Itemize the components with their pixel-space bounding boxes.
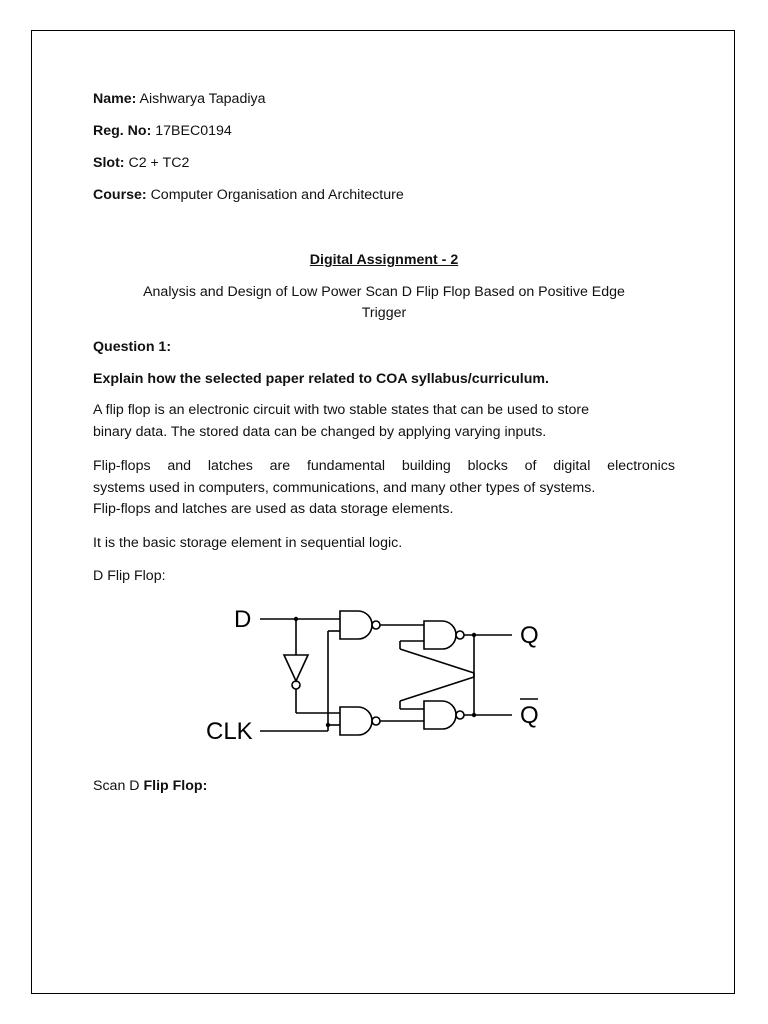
assignment-title: Digital Assignment - 2 <box>309 252 459 268</box>
scan-dff-label <box>93 776 207 796</box>
reg-label: Reg. No: <box>93 123 152 139</box>
inverter-gate <box>284 655 308 681</box>
nand-gate-1 <box>340 611 372 639</box>
scan-dff-label-suffix: Flip Flop: <box>143 778 208 794</box>
course-value: Computer Organisation and Architecture <box>150 187 404 203</box>
junction-dot-qbar <box>472 713 476 717</box>
course-field <box>93 185 404 205</box>
assignment-subtitle-line2: Trigger <box>361 305 407 321</box>
slot-label: Slot: <box>93 155 125 171</box>
nand-gate-4-bubble <box>456 711 464 719</box>
para1-line2: binary data. The stored data can be changed by applying varying inputs. <box>93 424 547 440</box>
label-d: D <box>234 606 252 633</box>
junction-dot-clk <box>326 723 330 727</box>
nand-gate-3 <box>424 621 456 649</box>
para2-line1: Flip-flops and latches are fundamental building blocks of digital electronics <box>93 458 675 474</box>
junction-dot-d <box>294 617 298 621</box>
assignment-subtitle-line1: Analysis and Design of Low Power Scan D Flip Flop Based on Positive Edge <box>143 284 625 300</box>
nand-gate-1-bubble <box>372 621 380 629</box>
para3: It is the basic storage element in sequential logic. <box>93 535 403 551</box>
question-prompt: Explain how the selected paper related to COA syllabus/curriculum. <box>93 371 549 387</box>
label-clk: CLK <box>206 718 253 745</box>
question-heading: Question 1: <box>93 339 172 355</box>
label-qbar: Q <box>520 702 539 729</box>
name-label: Name: <box>93 91 137 107</box>
qbar-cross-wire <box>400 649 474 673</box>
junction-dot-q <box>472 633 476 637</box>
label-q: Q <box>520 622 539 649</box>
nand-gate-2 <box>340 707 372 735</box>
dff-label: D Flip Flop: <box>93 568 166 584</box>
scan-dff-label-prefix: Scan D <box>93 778 140 794</box>
reg-value: 17BEC0194 <box>155 123 232 139</box>
slot-field <box>93 153 189 173</box>
name-field <box>93 89 265 109</box>
nand-gate-2-bubble <box>372 717 380 725</box>
para2-line3: Flip-flops and latches are used as data storage elements. <box>93 501 454 517</box>
para2-line2: systems used in computers, communications, and many other types of systems. <box>93 480 596 496</box>
d-flip-flop-diagram <box>200 595 560 770</box>
course-label: Course: <box>93 187 147 203</box>
slot-value: C2 + TC2 <box>128 155 190 171</box>
nand-gate-3-bubble <box>456 631 464 639</box>
reg-field <box>93 121 232 141</box>
q-cross-wire <box>400 677 474 701</box>
name-value: Aishwarya Tapadiya <box>139 91 266 107</box>
para1-line1: A flip flop is an electronic circuit with two stable states that can be used to store <box>93 402 590 418</box>
nand-gate-4 <box>424 701 456 729</box>
